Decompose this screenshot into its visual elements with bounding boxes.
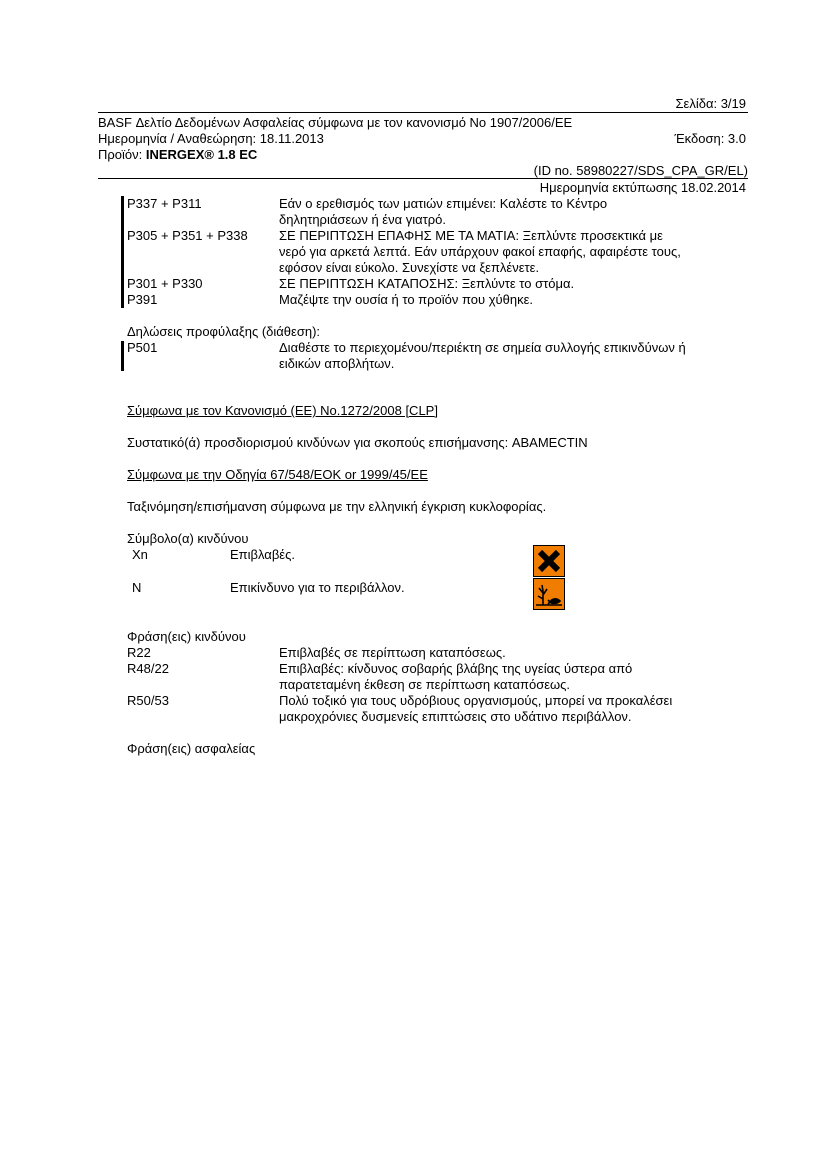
risk-code: R48/22 — [127, 661, 169, 676]
header-top-rule — [98, 112, 748, 113]
statement-code: P501 — [127, 340, 158, 355]
hazard-symbol-text: Επιβλαβές. — [230, 547, 295, 562]
print-date: Ημερομηνία εκτύπωσης 18.02.2014 — [539, 180, 746, 195]
revision-date: Ημερομηνία / Αναθεώρηση: 18.11.2013 — [98, 131, 324, 146]
product-line — [98, 147, 257, 163]
risk-text: Επιβλαβές: κίνδυνος σοβαρής βλάβης της υγείας ύστερα από — [279, 661, 633, 676]
statement-text: ΣΕ ΠΕΡΙΠΤΩΣΗ ΚΑΤΑΠΟΣΗΣ: Ξεπλύντε το στόμα. — [279, 276, 575, 291]
statement-text: Εάν ο ερεθισμός των ματιών επιμένει: Καλέστε το Κέντρο — [279, 196, 608, 211]
product-label: Προϊόν: — [98, 147, 146, 162]
statement-code: P391 — [127, 292, 158, 307]
version: Έκδοση: 3.0 — [674, 131, 746, 146]
statement-text: εφόσον είναι εύκολο. Συνεχίστε να ξεπλένετε. — [279, 260, 540, 275]
directive-heading: Σύμφωνα με την Οδηγία 67/548/ΕΟΚ or 1999/45/ΕΕ — [127, 467, 428, 482]
change-bar — [121, 341, 124, 371]
product-name: INERGEX® 1.8 EC — [145, 147, 258, 162]
risk-text: Πολύ τοξικό για τους υδρόβιους οργανισμούς, μπορεί να προκαλέσει — [279, 693, 673, 708]
risk-text: παρατεταμένη έκθεση σε περίπτωση καταπόσεως. — [279, 677, 571, 692]
document-id: (ID no. 58980227/SDS_CPA_GR/EL) — [533, 163, 748, 178]
statement-text: ΣΕ ΠΕΡΙΠΤΩΣΗ ΕΠΑΦΗΣ ΜΕ ΤΑ ΜΑΤΙΑ: Ξεπλύντε προσεκτικά με — [279, 228, 663, 243]
harmful-x-icon — [533, 545, 565, 577]
clp-heading: Σύμφωνα με τον Κανονισμό (ΕΕ) No.1272/2008 [CLP] — [127, 403, 438, 418]
statement-code: P301 + P330 — [127, 276, 203, 291]
environment-icon — [533, 578, 565, 610]
hazard-symbol-text: Επικίνδυνο για το περιβάλλον. — [230, 580, 405, 595]
risk-text: μακροχρόνιες δυσμενείς επιπτώσεις στο υδάτινο περιβάλλον. — [279, 709, 632, 724]
change-bar — [121, 196, 124, 308]
header-bottom-rule — [98, 178, 748, 179]
statement-text: ειδικών αποβλήτων. — [279, 356, 395, 371]
risk-text: Επιβλαβές σε περίπτωση καταπόσεως. — [279, 645, 506, 660]
disposal-heading: Δηλώσεις προφύλαξης (διάθεση): — [127, 324, 321, 339]
hazard-symbol-code: N — [132, 580, 142, 595]
risk-code: R50/53 — [127, 693, 169, 708]
labelling-component: Συστατικό(ά) προσδιορισμού κινδύνων για σκοπούς επισήμανσης: ABAMECTIN — [127, 435, 588, 450]
hazard-symbols-heading: Σύμβολο(α) κινδύνου — [127, 531, 249, 546]
classification-text: Ταξινόμηση/επισήμανση σύμφωνα με την ελληνική έγκριση κυκλοφορίας. — [127, 499, 547, 514]
document-title: BASF Δελτίο Δεδομένων Ασφαλείας σύμφωνα με τον κανονισμό Νο 1907/2006/ΕΕ — [98, 115, 573, 130]
statement-text: δηλητηριάσεων ή ένα γιατρό. — [279, 212, 446, 227]
statement-text: νερό για αρκετά λεπτά. Εάν υπάρχουν φακοί επαφής, αφαιρέστε τους, — [279, 244, 681, 259]
risk-phrases-heading: Φράση(εις) κινδύνου — [127, 629, 246, 644]
statement-text: Μαζέψτε την ουσία ή το προϊόν που χύθηκε. — [279, 292, 534, 307]
risk-code: R22 — [127, 645, 151, 660]
hazard-symbol-code: Xn — [132, 547, 148, 562]
safety-phrases-heading: Φράση(εις) ασφαλείας — [127, 741, 256, 756]
statement-code: P305 + P351 + P338 — [127, 228, 248, 243]
page-number: Σελίδα: 3/19 — [675, 96, 746, 111]
statement-code: P337 + P311 — [127, 196, 202, 211]
statement-text: Διαθέστε το περιεχομένου/περιέκτη σε σημεία συλλογής επικινδύνων ή — [279, 340, 686, 355]
